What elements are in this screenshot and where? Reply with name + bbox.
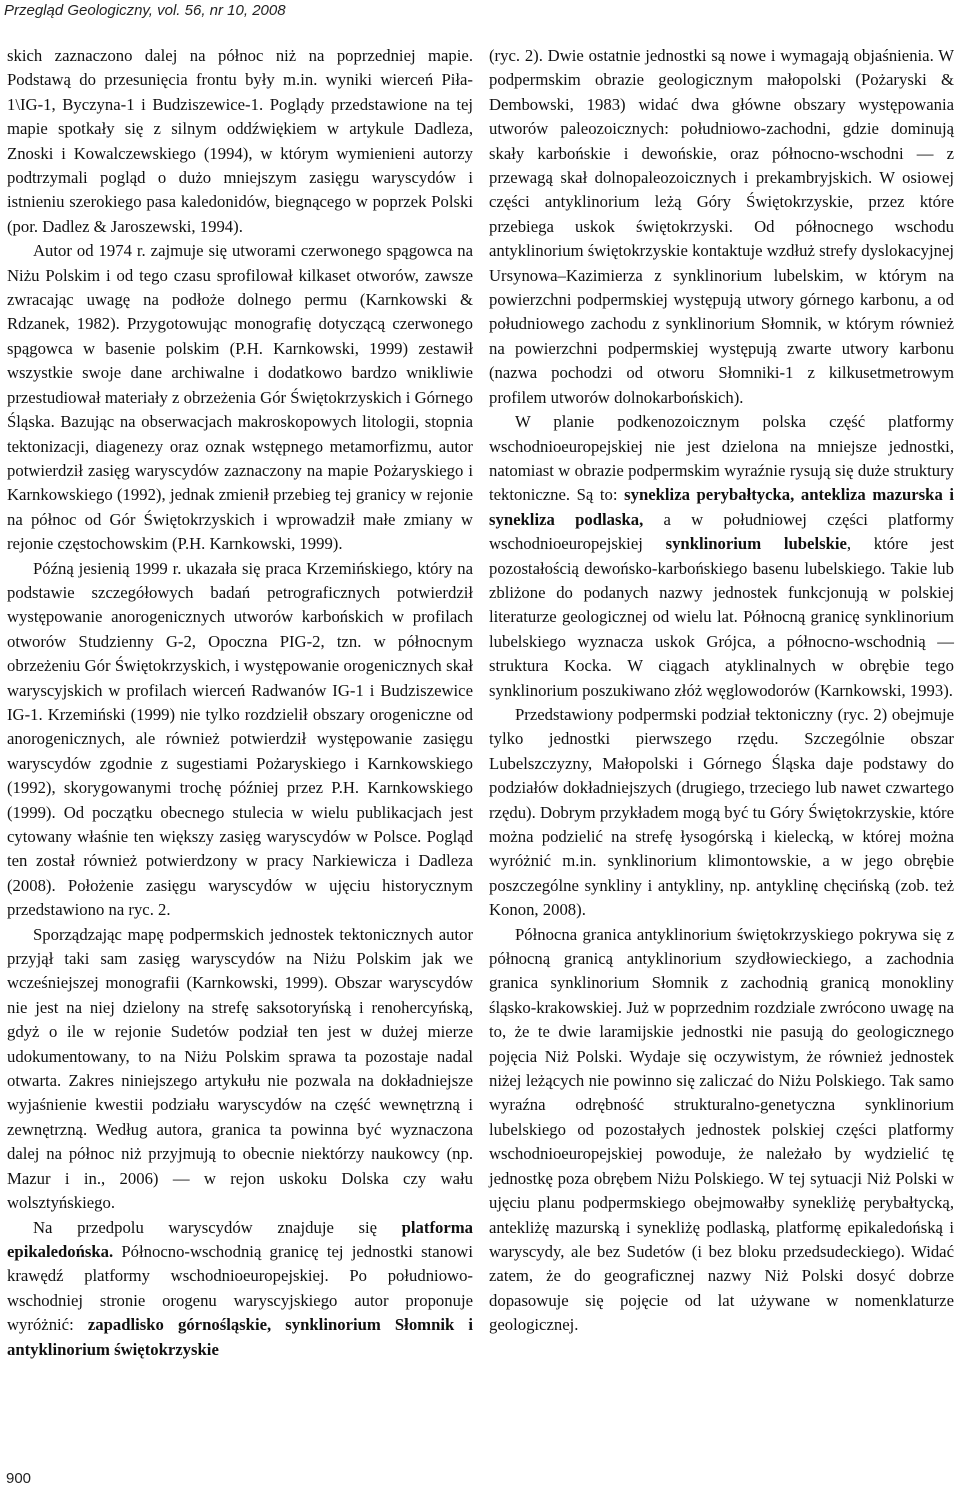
text-run: , które jest pozostałością dewońsko-karbońskiego basenu lubelskiego. Takie lub zbliżone do podanych nazwy jednostek funkcjonują w polskiej literaturze geologicznej od wielu lat. Północną granicę synklinorium lubelskiego wyznacza uskok Grójca, a północno-wschodnią — struktura Kocka. W ciągach atyklinalnych w obrębie tego synklinorium poszukiwano złóż węglowodorów (Karnkowski, 1993). bbox=[489, 534, 954, 700]
bold-term: synekliza perybałtycka, antekliza mazurska i synekliza podlaska, bbox=[489, 485, 955, 529]
paragraph bbox=[489, 703, 954, 923]
paragraph bbox=[7, 239, 473, 556]
bold-term: platforma epikaledońska. bbox=[7, 1217, 473, 1261]
text-run: skich zaznaczono dalej na północ niż na poprzedniej mapie. Podstawą do przesunięcia frontu były m.in. wyniki wierceń Piła-1\IG-1, Byczyna-1 i Budziszewice-1. Poglądy przedstawione na tej mapie spotkały się z silnym oddźwiękiem w artykule Dadleza, Znoski i Kowalczewskiego (1994), w którym wymienieni autorzy podtrzymali pogląd o dużo mniejszym zasięgu waryscydów i istnieniu szerokiego pasa kaledonidów, biegnącego w poprzek Polski (por. Dadlez & Jaroszewski, 1994). bbox=[7, 46, 473, 236]
paragraph bbox=[489, 923, 954, 1338]
text-run: Przedstawiony podpermski podział tektoniczny (ryc. 2) obejmuje tylko jednostki pierwszego rzędu. Szczególnie obszar Lubelszczyzny, Małopolski i Górnego Śląska daje podstawy do podziałów dokładniejszych (drugiego, trzeciego lub nawet czwartego rzędu). Dobrym przykładem mogą być tu Góry Świętokrzyskie, które można podzielić na strefę łysogórską i kielecką, w której można wyróżnić m.in. synklinorium klimontowskie, a w jego obrębie poszczególne synkliny i antykliny, np. antyklinę chęcińską (zob. też Konon, 2008). bbox=[489, 704, 954, 920]
paragraph bbox=[7, 1216, 473, 1362]
page-number: 900 bbox=[6, 1470, 32, 1487]
text-run: Na przedpolu waryscydów znajduje się bbox=[33, 1217, 402, 1237]
paragraph bbox=[7, 557, 473, 923]
bold-term: synklinorium lubelskie bbox=[665, 534, 847, 554]
paragraph bbox=[489, 410, 954, 703]
bold-term: zapadlisko górnośląskie, synklinorium Słomnik i antyklinorium świętokrzyskie bbox=[7, 1315, 474, 1359]
text-run: (ryc. 2). Dwie ostatnie jednostki są nowe i wymagają objaśnienia. W podpermskim obrazie geologicznym małopolski (Pożaryski & Dembowski, 1983) widać dwa główne obszary występowania utworów paleozoicznych: południowo-zachodni, gdzie dominują skały karbońskie i dewońskie, oraz północno-wschodni — z przewagą skał dolnopaleozoicznych i prekambryjskich. W osiowej części antyklinorium leżą Góry Świętokrzyskie, przez które przebiega uskok świętokrzyski. Od północnego wschodu antyklinorium świętokrzyskie kontaktuje wzdłuż strefy dyslokacyjnej Ursynowa–Kazimierza z synklinorium lubelskim, w którym na powierzchni podpermskiej występują utwory górnego karbonu, a od południowego zachodu z synklinorium Słomnik, w którym również na powierzchni podpermskiej występują zwarte utwory karbonu (nazwa pochodzi od otworu Słomniki-1 z kilkusetmetrowym profilem utworów dolnokarbońskich). bbox=[489, 46, 954, 407]
text-run: Autor od 1974 r. zajmuje się utworami czerwonego spągowca na Niżu Polskim i od tego czasu sprofilował kilkaset otworów, zawsze zwracając uwagę na podłoże dolnego permu (Karnkowski & Rdzanek, 1982). Przygotowując monografię dotyczącą czerwonego spągowca w basenie polskim (P.H. Karnkowski, 1999) zestawił wszystkie swoje dane archiwalne i dodatkowo bardzo wnikliwie przestudiował materiały z obrzeżenia Gór Świętokrzyskich i Górnego Śląska. Bazując na obserwacjach makroskopowych litologii, stopnia tektonizacji, diagenezy oraz oznak wstępnego metamorfizmu, autor potwierdził zasięg waryscydów zaznaczony na mapie Pożaryskiego i Karnkowskiego (1992), jednak zmienił przebieg tej granicy w rejonie na północ od Gór Świętokrzyskich i wprowadził małe zmiany w rejonie częstochowskim (P.H. Karnkowski, 1999). bbox=[7, 241, 473, 554]
running-header: Przegląd Geologiczny, vol. 56, nr 10, 2008 bbox=[4, 2, 286, 19]
paragraph bbox=[7, 44, 473, 239]
text-run: Północna granica antyklinorium świętokrzyskiego pokrywa się z północną granicą antyklinorium szydłowieckiego, a zachodnia granica synklinorium Słomnik z zachodnią granicą monokliny śląsko-krakowskiej. Już w poprzednim rozdziale zwrócono uwagę na to, że te dwie laramijskie jednostki nie pasują do geologicznego pojęcia Niż Polski. Wydaje się oczywistym, że również jednostek niżej leżących nie powinno się zaliczać do Niżu Polskiego. Tak samo wyraźna odrębność strukturalno-genetyczna synklinorium lubelskiego od pozostałych jednostek polskiej części platformy wschodnioeuropejskiej powoduje, że należało by wydzielić tę jednostkę poza obrębem Niżu Polskiego. W tej sytuacji Niż Polski w ujęciu planu podpermskiego obejmowałby synekliżę perybałtycką, antekliżę mazurską i synekliżę podlaską, platformę epikaledońską i waryscydy, ale bez Sudetów (i bez bloku przedsudeckiego). Widać zatem, że do geograficznej nazwy Niż Polski dosyć dobrze dopasowuje się pojęcie od lat używane w nomenklaturze geologicznej. bbox=[489, 924, 954, 1335]
text-run: Północno-wschodnią granicę tej jednostki stanowi krawędź platformy wschodnioeuropejskiej. Po południowo-wschodniej stronie orogenu waryscyjskiego autor proponuje wyróżnić: bbox=[7, 1241, 473, 1335]
text-run: W planie podkenozoicznym polska część platformy wschodnioeuropejskiej nie jest dzielona na mniejsze jednostki, natomiast w obrazie podpermskim wyraźnie rysują się duże struktury tektoniczne. Są to: bbox=[489, 412, 954, 505]
left-column bbox=[7, 44, 473, 1362]
paragraph bbox=[7, 923, 473, 1216]
right-column bbox=[489, 44, 954, 1338]
text-run: Późną jesienią 1999 r. ukazała się praca Krzemińskiego, który na podstawie szczegółowych badań petrograficznych potwierdził występowanie anorogenicznych utworów karbońskich w profilach otworów Studzienny G-2, Opoczna PIG-2, tzn. w północnym obrzeżeniu Gór Świętokrzyskich, i występowanie orogenicznych skał waryscyjskich w profilach wierceń Radwanów IG-1 i Budziszewice IG-1. Krzemiński (1999) nie tylko rozdzielił obszary orogeniczne od anorogenicznych, ale również potwierdził występowanie zasięgu waryscydów zgodnie z sugestiami Pożaryskiego i Karnkowskiego (1992), skorygowanymi trochę później przez P.H. Karnkowskiego (1999). Od początku obecnego stulecia w wielu publikacjach jest cytowany właśnie ten większy zasięg waryscydów w Polsce. Pogląd ten został również potwierdzony w pracy Narkiewicza i Dadleza (2008). Położenie zasięgu waryscydów w ujęciu historycznym przedstawiono na ryc. 2. bbox=[7, 558, 473, 920]
text-run: a w południowej części platformy wschodnioeuropejskiej bbox=[489, 509, 954, 554]
paragraph bbox=[489, 44, 954, 410]
text-run: Sporządzając mapę podpermskich jednostek tektonicznych autor przyjął taki sam zasięg waryscydów na Niżu Polskim jak we wcześniejszej monografii (Karnkowski, 1999). Obszar waryscydów nie jest na niej dzielony na strefę saksotoryńską i renohercyńską, gdyż o ile w rejonie Sudetów podział ten jest w dużej mierze udokumentowany, to na Niżu Polskim sprawa ta pozostaje nadal otwarta. Zakres niniejszego artykułu nie pozwala na dokładniejsze wyjaśnienie kwestii podziału waryscydów na część wewnętrzną i zewnętrzną. Według autora, granica ta powinna być wyznaczona dalej na północ niż przyjmują to obecnie niektórzy naukowcy (np. Mazur i in., 2006) — w rejon uskoku Dolska czy wału wolsztyńskiego. bbox=[7, 924, 473, 1213]
